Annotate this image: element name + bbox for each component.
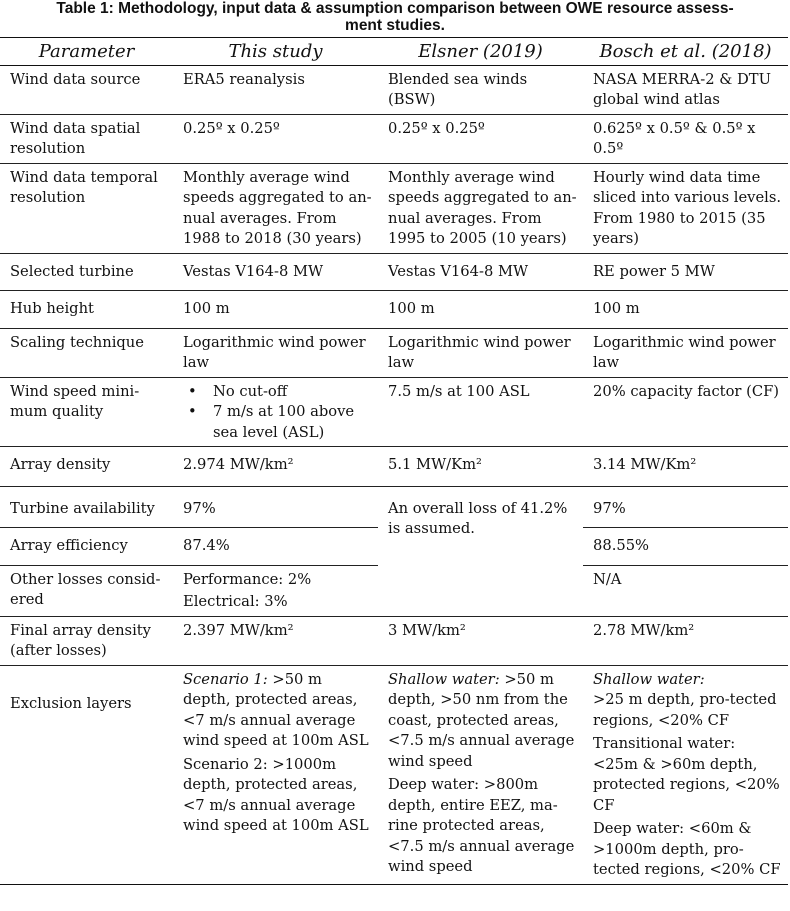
cell-bosch [583, 665, 788, 884]
cell-elsner: 100 m [378, 291, 583, 329]
cell-this-study [173, 565, 378, 616]
cell-bosch: Logarithmic wind power law [583, 328, 788, 377]
cell-bosch: 88.55% [583, 528, 788, 566]
cell-elsner [378, 665, 583, 884]
bosch-shallow-text: >25 m depth, pro-tected regions, <20% CF [593, 691, 777, 729]
row-label: Selected turbine [0, 253, 173, 291]
cell-this-study: 0.25º x 0.25º [173, 114, 378, 163]
table-row [0, 163, 788, 253]
scenario-1 [183, 670, 372, 752]
cell-elsner: 3 MW/km² [378, 616, 583, 665]
row-label: Hub height [0, 291, 173, 329]
cell-this-study [173, 665, 378, 884]
cell-this-study: Vestas V164-8 MW [173, 253, 378, 291]
table-row [0, 665, 788, 884]
cell-bosch: 100 m [583, 291, 788, 329]
row-label: Exclusion layers [0, 665, 173, 884]
cell-elsner: 0.25º x 0.25º [378, 114, 583, 163]
table-row [0, 253, 788, 291]
cell-bosch: 3.14 MW/Km² [583, 447, 788, 487]
table-row [0, 291, 788, 329]
header-elsner: Elsner (2019) [378, 38, 583, 66]
cell-elsner-losses: An overall loss of 41.2% is assumed. [378, 486, 583, 616]
cell-bosch: 2.78 MW/km² [583, 616, 788, 665]
cell-this-study: 97% [173, 486, 378, 528]
elsner-deep: Deep water: >800m depth, entire EEZ, ma-rine protected areas, <7.5 m/s annual average wind speed [388, 776, 575, 875]
cell-bosch: RE power 5 MW [583, 253, 788, 291]
row-label: Wind data temporal resolution [0, 163, 173, 253]
scenario-1-text: >50 m depth, protected areas, <7 m/s annual average wind speed at 100m ASL [183, 670, 369, 749]
row-label: Other losses consid-ered [0, 565, 173, 616]
row-label: Array efficiency [0, 528, 173, 566]
table-row [0, 486, 788, 528]
cell-elsner: Logarithmic wind power law [378, 328, 583, 377]
cell-elsner: 7.5 m/s at 100 ASL [378, 377, 583, 447]
loss-performance: Performance: 2% [183, 570, 312, 588]
header-bosch: Bosch et al. (2018) [583, 38, 788, 66]
elsner-shallow-title: Shallow water: [388, 670, 500, 688]
row-label: Array density [0, 447, 173, 487]
bullet-list [183, 382, 372, 444]
header-this-study: This study [173, 38, 378, 66]
table-row [0, 328, 788, 377]
cell-bosch: 0.625º x 0.5º & 0.5º x 0.5º [583, 114, 788, 163]
cell-this-study: 100 m [173, 291, 378, 329]
cell-bosch: 20% capacity factor (CF) [583, 377, 788, 447]
elsner-shallow-text: >50 m depth, >50 nm from the coast, protected areas, <7.5 m/s annual average wind speed [388, 670, 575, 770]
cell-bosch: Hourly wind data time sliced into various levels. From 1980 to 2015 (35 years) [583, 163, 788, 253]
bosch-shallow-title: Shallow water: [593, 670, 705, 688]
caption-line-2: ment studies. [345, 17, 445, 34]
cell-bosch: 97% [583, 486, 788, 528]
bosch-deep: Deep water: <60m & >1000m depth, pro-tected regions, <20% CF [593, 820, 781, 878]
table-row [0, 377, 788, 447]
cell-this-study: 87.4% [173, 528, 378, 566]
bosch-transitional: Transitional water: <25m & >60m depth, protected regions, <20% CF [593, 735, 780, 814]
row-label: Wind speed mini-mum quality [0, 377, 173, 447]
table-row [0, 65, 788, 114]
table-row [0, 114, 788, 163]
row-label: Turbine availability [0, 486, 173, 528]
cell-this-study: 2.974 MW/km² [173, 447, 378, 487]
row-label: Wind data spatial resolution [0, 114, 173, 163]
row-label: Scaling technique [0, 328, 173, 377]
caption-line-1: Table 1: Methodology, input data & assumption comparison between OWE resource assess- [56, 0, 734, 17]
cell-bosch: NASA MERRA-2 & DTU global wind atlas [583, 65, 788, 114]
cell-this-study [173, 377, 378, 447]
scenario-1-title: Scenario 1: [183, 670, 268, 688]
header-row [0, 38, 788, 66]
cell-elsner: Vestas V164-8 MW [378, 253, 583, 291]
header-parameter: Parameter [0, 38, 173, 66]
cell-elsner: Blended sea winds (BSW) [378, 65, 583, 114]
cell-elsner: Monthly average wind speeds aggregated to an-nual averages. From 1995 to 2005 (10 years) [378, 163, 583, 253]
table-row [0, 447, 788, 487]
cell-this-study: 2.397 MW/km² [173, 616, 378, 665]
loss-electrical: Electrical: 3% [183, 593, 288, 610]
cell-bosch: N/A [583, 565, 788, 616]
row-label: Wind data source [0, 65, 173, 114]
cell-elsner: 5.1 MW/Km² [378, 447, 583, 487]
elsner-shallow [388, 670, 577, 773]
list-item: • No cut-off [213, 382, 372, 403]
table-row [0, 616, 788, 665]
cell-this-study: Logarithmic wind power law [173, 328, 378, 377]
list-item: • 7 m/s at 100 above sea level (ASL) [213, 402, 372, 443]
cell-this-study: Monthly average wind speeds aggregated to an-nual averages. From 1988 to 2018 (30 years) [173, 163, 378, 253]
comparison-table [0, 37, 788, 885]
scenario-2: Scenario 2: >1000m depth, protected areas, <7 m/s annual average wind speed at 100m ASL [183, 755, 369, 834]
cell-this-study: ERA5 reanalysis [173, 65, 378, 114]
row-label: Final array density (after losses) [0, 616, 173, 665]
table-caption [0, 0, 790, 34]
